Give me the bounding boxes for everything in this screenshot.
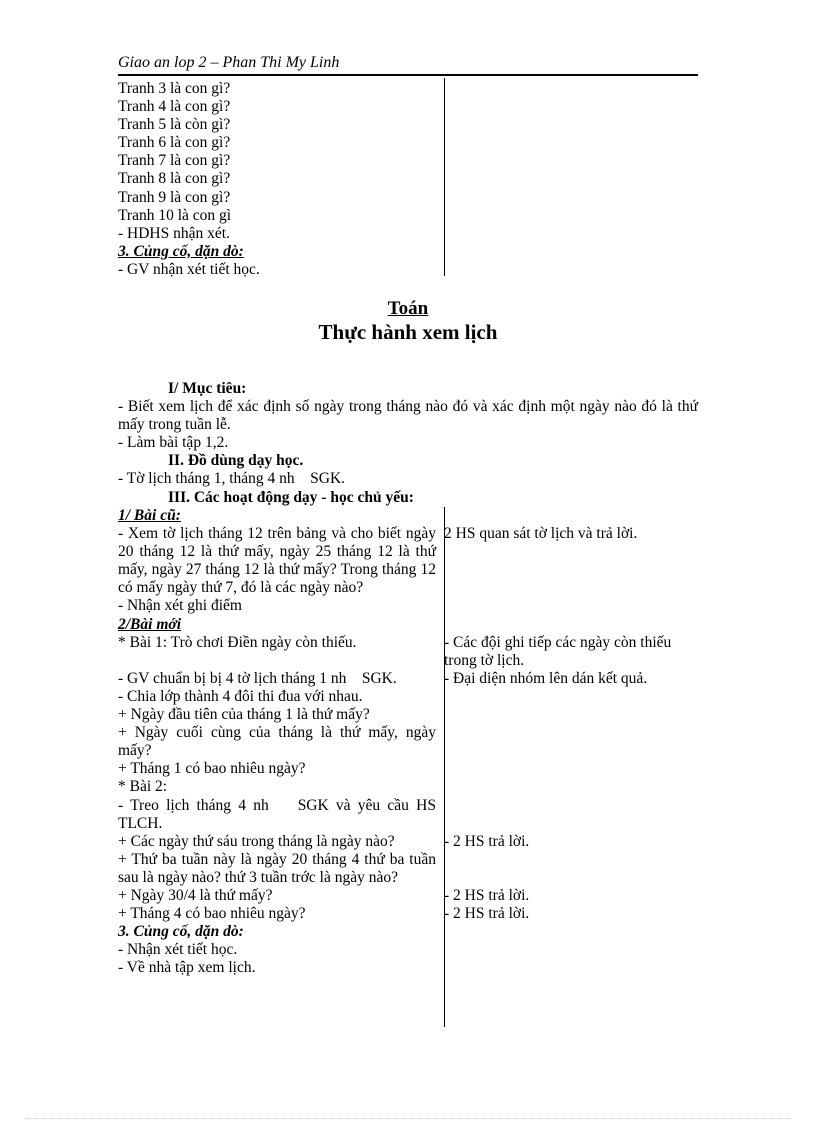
list-item: Tranh 7 là con gì? <box>118 152 231 170</box>
student-activity: - Đại diện nhóm lên dán kết quả. <box>444 669 648 687</box>
objective-item: - Biết xem lịch để xác định số ngày trong tháng nào đó và xác định một ngày nào đó là thứ mấy trong tuần lễ. <box>118 398 698 434</box>
list-item: Tranh 10 là con gì <box>118 206 232 224</box>
list-item: Tranh 3 là con gì? <box>118 80 231 97</box>
student-activity: - 2 HS trả lời. <box>444 886 530 904</box>
list-item: - HDHS nhận xét. <box>118 224 230 242</box>
page-bottom-rule <box>25 1118 791 1119</box>
teacher-activity: - Xem tờ lịch tháng 12 trên bảng và cho biết ngày 20 tháng 12 là thứ mấy, ngày 25 tháng 12 là thứ mấy, ngày 27 tháng 12 là thứ mấy? Trong tháng 12 có mấy ngày thứ 7, đó là các ngày nào? <box>118 525 436 597</box>
previous-lesson-tail <box>118 80 698 279</box>
activities-heading: III. Các hoạt động dạy - học chủ yếu: <box>168 488 414 506</box>
teacher-activity: - Nhận xét ghi điểm <box>118 597 242 615</box>
materials-heading: II. Đồ dùng dạy học. <box>168 452 304 470</box>
materials-item: - Tờ lịch tháng 1, tháng 4 nh SGK. <box>118 470 346 488</box>
lesson-title: Thực hành xem lịch <box>318 320 498 344</box>
section-heading: 3. Củng cố, dặn dò: <box>118 923 244 941</box>
list-item: Tranh 6 là con gì? <box>118 134 231 152</box>
teacher-activity: - Treo lịch tháng 4 nh SGK và yêu cầu HS TLCH. <box>118 796 440 832</box>
section-heading: 2/Bài mới <box>118 615 182 633</box>
teacher-activity: + Tháng 4 có bao nhiêu ngày? <box>118 905 306 923</box>
list-item: - GV nhận xét tiết học. <box>118 260 260 278</box>
student-activity: - 2 HS trả lời. <box>444 905 530 923</box>
student-activity: 2 HS quan sát tờ lịch và trả lời. <box>444 525 638 543</box>
teacher-activity: + Ngày cuối cùng của tháng là thứ mấy, ngày mấy? <box>118 724 436 760</box>
section-heading: 3. Củng cố, dặn dò: <box>118 242 244 260</box>
teacher-activity: + Thứ ba tuần này là ngày 20 tháng 4 thứ ba tuần sau là ngày nào? thứ 3 tuần trớc là ngày nào? <box>118 850 436 886</box>
teacher-activity: - Nhận xét tiết học. <box>118 941 238 959</box>
teacher-activity: + Ngày đầu tiên của tháng 1 là thứ mấy? <box>118 706 370 724</box>
subject-title: Toán <box>387 298 429 319</box>
activities-table <box>118 507 698 977</box>
teacher-activity: + Các ngày thứ sáu trong tháng là ngày nào? <box>118 832 395 850</box>
list-item: Tranh 4 là con gì? <box>118 98 231 116</box>
exercise-title: * Bài 2: <box>118 778 168 796</box>
teacher-activity: - Chia lớp thành 4 đôi thi đua với nhau. <box>118 687 363 705</box>
student-activity: - 2 HS trả lời. <box>444 832 530 850</box>
student-activity: - Các đội ghi tiếp các ngày còn thiếu trong tờ lịch. <box>444 633 672 669</box>
teacher-activity: + Ngày 30/4 là thứ mấy? <box>118 886 273 904</box>
teacher-activity: - GV chuẩn bị bị 4 tờ lịch tháng 1 nh SGK. <box>118 669 397 687</box>
list-item: Tranh 9 là con gì? <box>118 188 231 206</box>
teacher-activity: + Tháng 1 có bao nhiêu ngày? <box>118 760 306 778</box>
page-header: Giao an lop 2 – Phan Thi My Linh <box>118 53 698 76</box>
lesson-intro <box>118 380 698 507</box>
section-heading: 1/ Bài cũ: <box>118 507 181 524</box>
list-item: Tranh 8 là con gì? <box>118 170 231 188</box>
exercise-title: * Bài 1: Trò chơi Điền ngày còn thiếu. <box>118 633 357 651</box>
teacher-activity: - Về nhà tập xem lịch. <box>118 959 256 977</box>
objective-item: - Làm bài tập 1,2. <box>118 434 229 452</box>
objectives-heading: I/ Mục tiêu: <box>168 380 247 397</box>
list-item: Tranh 5 là còn gì? <box>118 116 231 134</box>
